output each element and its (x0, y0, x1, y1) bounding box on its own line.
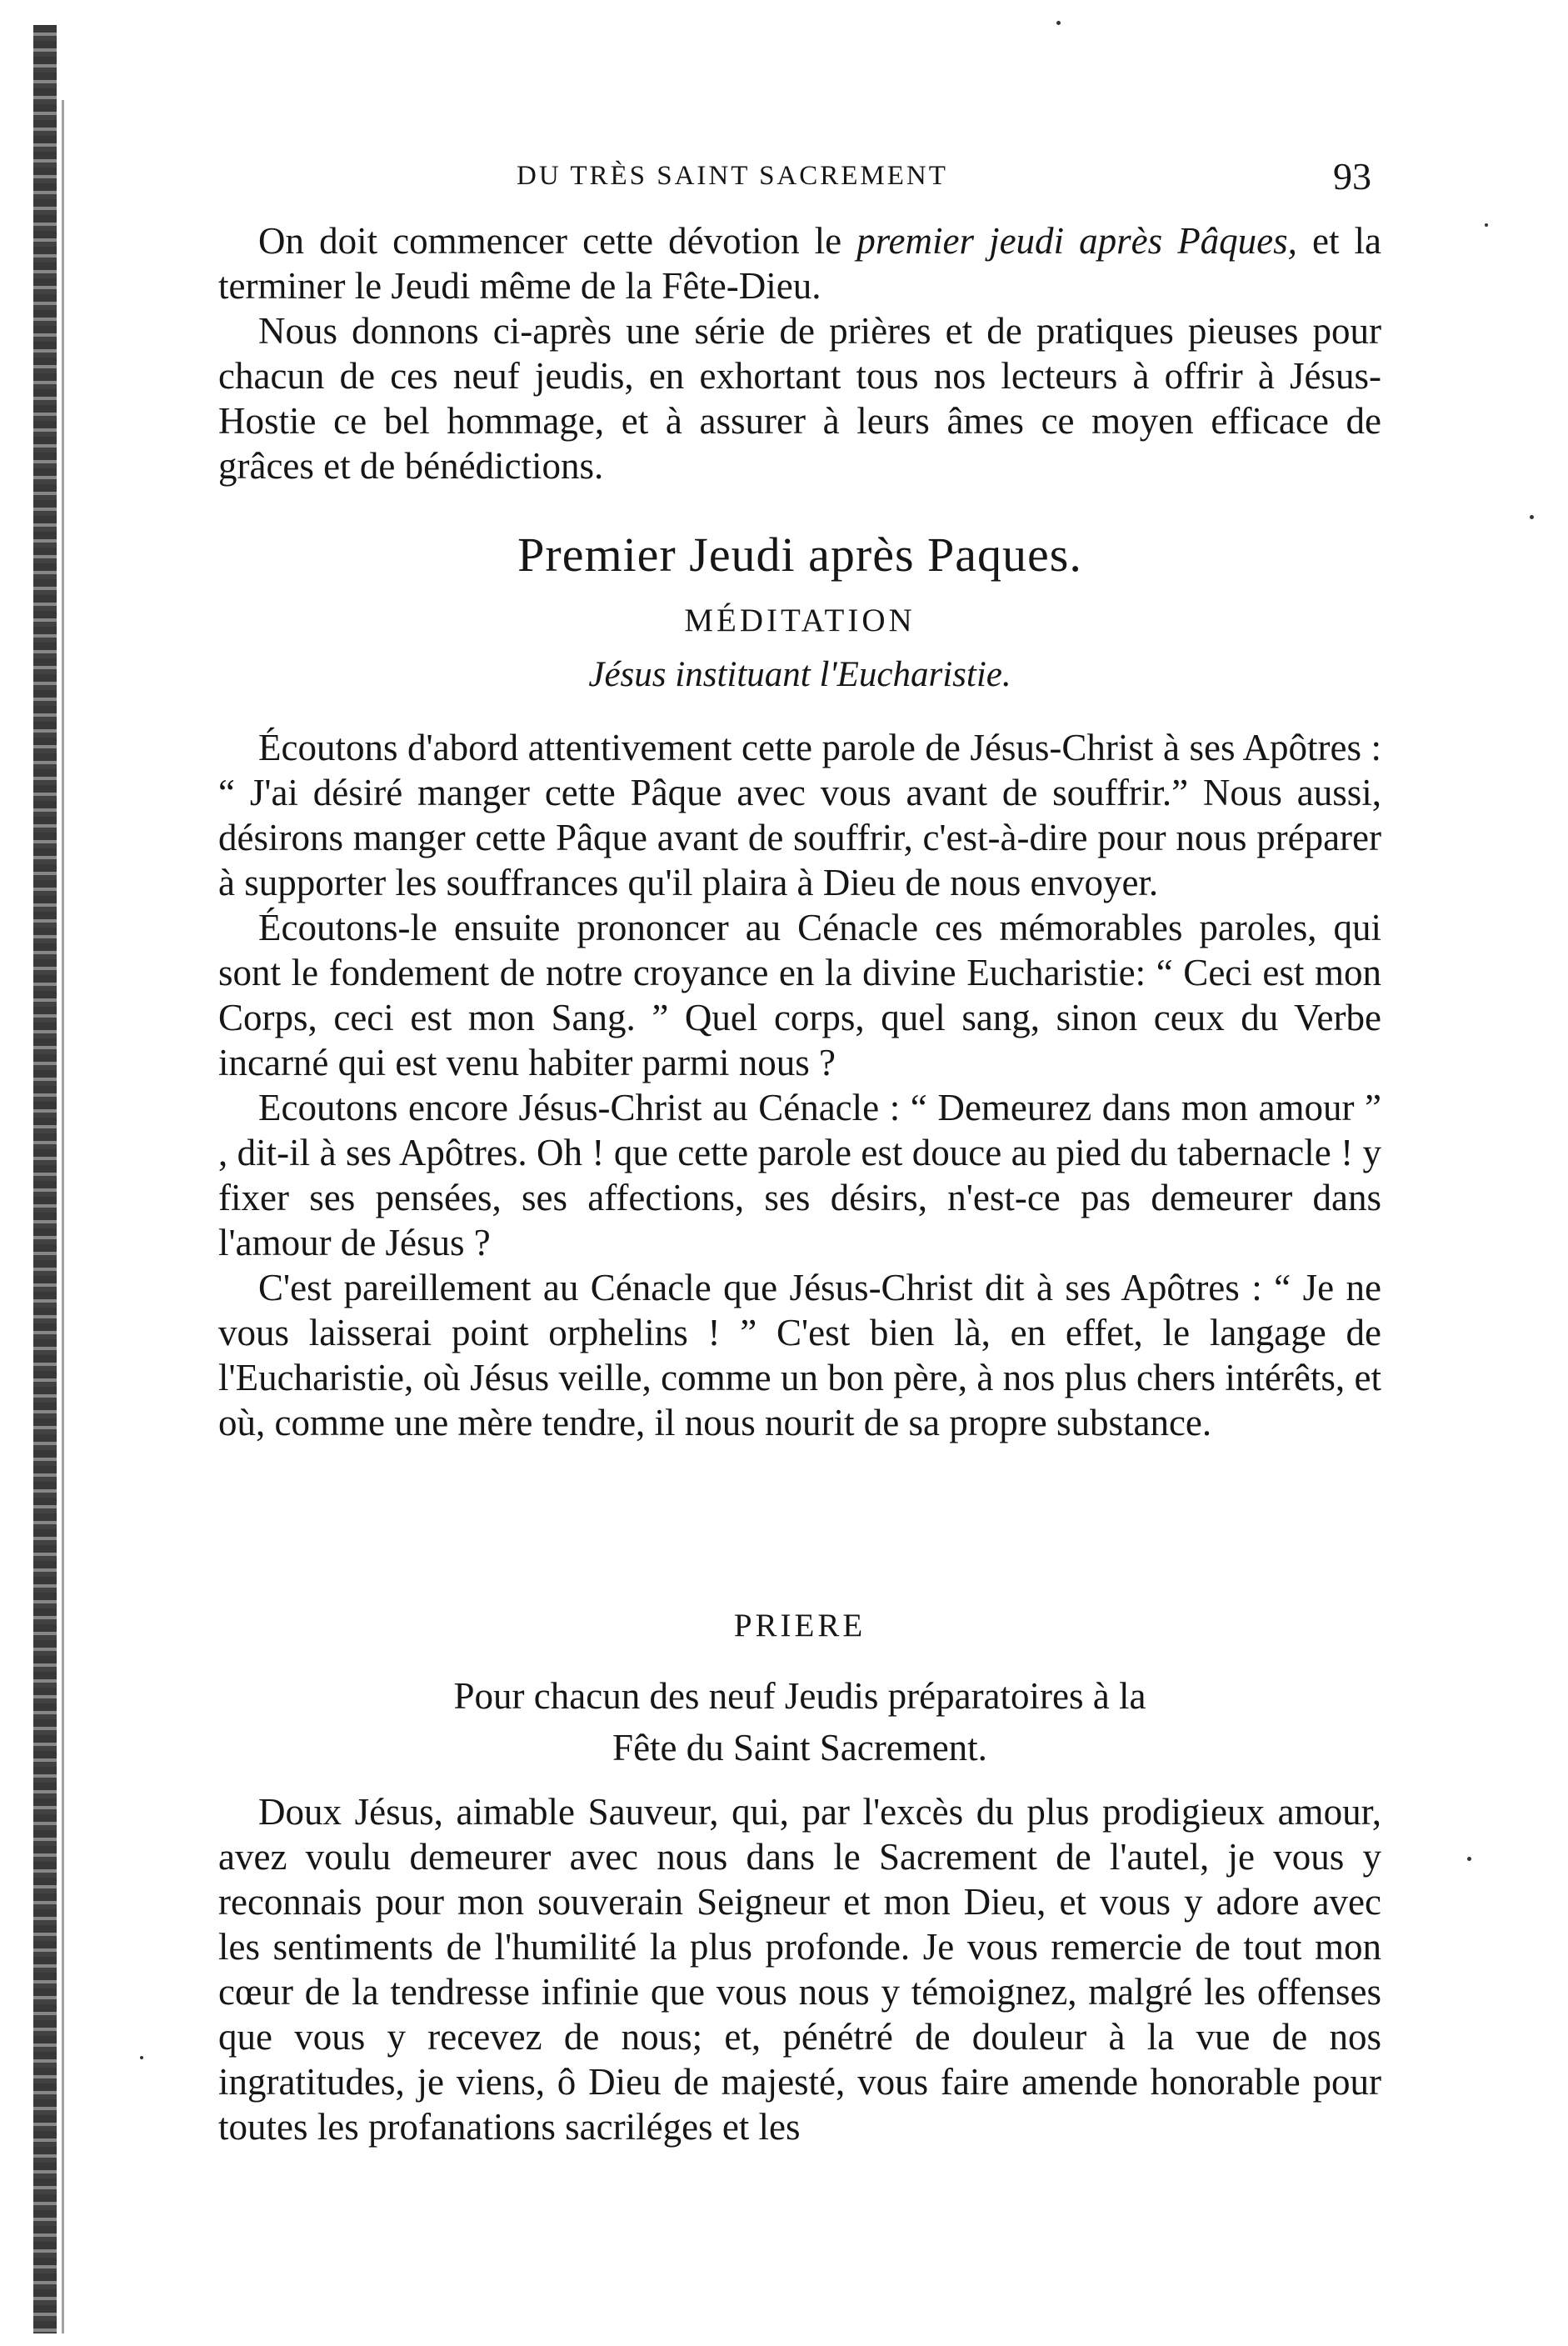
print-speck (1485, 223, 1488, 227)
meditation-label: MÉDITATION (684, 603, 916, 638)
print-speck (140, 2056, 143, 2059)
prayer-title (218, 1670, 1381, 1773)
book-binding-edge (33, 25, 57, 2333)
intro-paragraph-1: On doit commencer cette dévotion le premier jeudi après Pâques, et la terminer le Jeudi même de la Fête-Dieu. (218, 220, 1382, 307)
section-heading: Premier Jeudi après Paques. (517, 528, 1082, 582)
running-head-title: DU TRÈS SAINT SACREMENT (517, 161, 948, 191)
prayer-paragraph: Doux Jésus, aimable Sauveur, qui, par l'excès du plus prodigieux amour, avez voulu demeurer avec nous dans le Sacrement de l'autel, je vous y reconnais pour mon souverain Seigneur et mon Dieu, et vous y adore avec les sentiments de l'humilité la plus profonde. Je vous remercie de tout mon cœur de la tendresse infinie que vous nous y témoignez, malgré les offenses que vous y recevez de nous; et, pénétré de douleur à la vue de nos ingratitudes, je viens, ô Dieu de majesté, vous faire amende honorable pour toutes les profanations sacriléges et les (218, 1791, 1381, 2148)
print-speck (1530, 515, 1534, 519)
meditation-subtitle: Jésus instituant l'Eucharistie. (588, 655, 1011, 694)
prayer-label: PRIERE (733, 1608, 866, 1643)
intro-emphasis: premier jeudi après Pâques, (856, 220, 1297, 262)
meditation-text (218, 725, 1381, 1445)
page-number: 93 (1333, 155, 1371, 198)
running-head (0, 154, 1568, 204)
print-speck (1467, 1857, 1471, 1861)
meditation-paragraph: Ecoutons encore Jésus-Christ au Cénacle : “ Demeurez dans mon amour ” , dit-il à ses Apôtres. Oh ! que cette parole est douce au pied du tabernacle ! y fixer ses pensées, ses affections, ses désirs, n'est-ce pas demeurer dans l'amour de Jésus ? (218, 1087, 1381, 1263)
prayer-text (218, 1789, 1381, 2149)
print-speck (1056, 21, 1061, 25)
meditation-paragraph: Écoutons d'abord attentivement cette parole de Jésus-Christ à ses Apôtres : “ J'ai désiré manger cette Pâque avec vous avant de souffrir.” Nous aussi, désirons manger cette Pâque avant de souffrir, c'est-à-dire pour nous préparer à supporter les souffrances qu'il plaira à Dieu de nous envoyer. (218, 727, 1381, 903)
prayer-title-line-2: Fête du Saint Sacrement. (612, 1727, 987, 1768)
meditation-paragraph: Écoutons-le ensuite prononcer au Cénacle ces mémorables paroles, qui sont le fondement de notre croyance en la divine Eucharistie: “ Ceci est mon Corps, ceci est mon Sang. ” Quel corps, quel sang, sinon ceux du Verbe incarné qui est venu habiter parmi nous ? (218, 907, 1381, 1083)
binding-shadow (62, 100, 64, 2333)
prayer-title-line-1: Pour chacun des neuf Jeudis préparatoires à la (453, 1675, 1146, 1717)
intro-paragraph-2: Nous donnons ci-après une série de prières et de pratiques pieuses pour chacun de ces neuf jeudis, en exhortant tous nos lecteurs à offrir à Jésus-Hostie ce bel hommage, et à assurer à leurs âmes ce moyen efficace de grâces et de bénédictions. (218, 310, 1381, 487)
intro-text (218, 218, 1381, 488)
meditation-paragraph: C'est pareillement au Cénacle que Jésus-Christ dit à ses Apôtres : “ Je ne vous laisserai point orphelins ! ” C'est bien là, en effet, le langage de l'Eucharistie, où Jésus veille, comme un bon père, à nos plus chers intérêts, et où, comme une mère tendre, il nous nourit de sa propre substance. (218, 1267, 1381, 1443)
